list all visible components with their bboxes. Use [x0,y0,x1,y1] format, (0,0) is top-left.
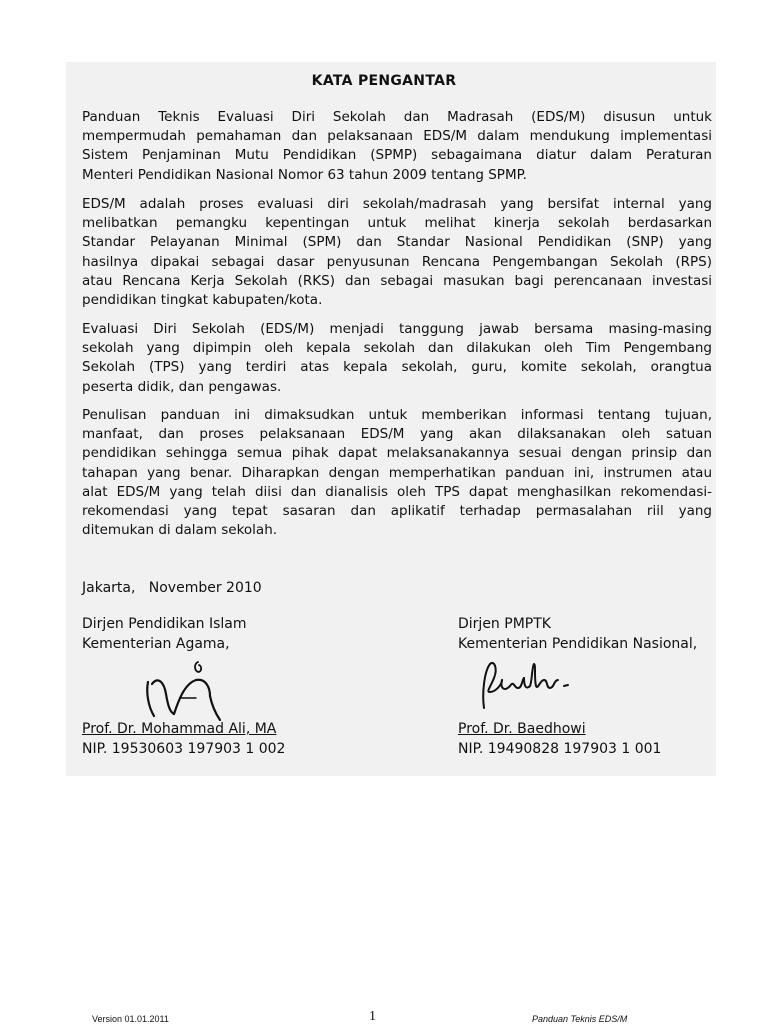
paragraph-line: Standar Pelayanan Minimal (SPM) dan Standar Nasional Pendidikan (SNP) yang [82,234,712,251]
footer-page-number: 1 [369,1009,376,1024]
signature-stroke [174,680,210,714]
signature-stroke [483,663,502,708]
paragraph-4 [82,406,712,540]
signature-stroke [501,678,524,689]
paragraph-line: ditemukan di dalam sekolah. [82,522,278,539]
signature-right-image [476,658,576,718]
signature-stroke [524,664,558,688]
signatory-right-title [458,615,697,654]
signatory-left-title [82,615,247,654]
signatory-position: Dirjen PMPTK [458,616,551,632]
signature-stroke [147,682,154,716]
signatory-ministry: Kementerian Agama, [82,635,230,652]
signature-stroke [195,662,201,672]
signatory-nip: NIP. 19530603 197903 1 002 [82,740,286,757]
paragraph-line: EDS/M adalah proses evaluasi diri sekolah/madrasah yang bersifat internal yang [82,196,712,212]
signature-stroke [564,685,568,686]
signatory-name: Prof. Dr. Mohammad Ali, MA [82,721,277,737]
paragraph-line: melibatkan pemangku kepentingan untuk melihat kinerja sekolah berdasarkan [82,215,712,232]
paragraph-line: manfaat, dan proses pelaksanaan EDS/M yang akan dilaksanakan oleh satuan [82,426,712,443]
signature-stroke [152,680,174,714]
paragraph-line: Penulisan panduan ini dimaksudkan untuk memberikan informasi tentang tujuan, [82,407,712,423]
footer-version: Version 01.01.2011 [92,1014,169,1024]
paragraph-line: Menteri Pendidikan Nasional Nomor 63 tahun 2009 tentang SPMP. [82,166,527,183]
paragraph-line: pendidikan sehingga semua pihak dapat melaksanakannya sesuai dengan prinsip dan [82,445,712,462]
paragraph-1 [82,108,712,185]
signatory-left-name-block [82,720,285,759]
paragraph-2 [82,195,712,310]
paragraph-line: hasilnya dipakai sebagai dasar penyusunan Rencana Pengembangan Sekolah (RPS) [82,253,712,270]
paragraph-line: Evaluasi Diri Sekolah (EDS/M) menjadi tanggung jawab bersama masing-masing [82,321,712,337]
paragraph-3 [82,320,712,397]
footer-document-title: Panduan Teknis EDS/M [532,1014,628,1024]
paragraph-line: peserta didik, dan pengawas. [82,378,282,395]
signatory-nip: NIP. 19490828 197903 1 001 [458,740,662,757]
signatory-right-name-block [458,720,661,759]
paragraph-line: pendidikan tingkat kabupaten/kota. [82,292,323,309]
signatory-position: Dirjen Pendidikan Islam [82,616,247,632]
paragraph-line: Sistem Penjaminan Mutu Pendidikan (SPMP) sebagaimana diatur dalam Peraturan [82,147,712,164]
paragraph-line: alat EDS/M yang telah diisi dan dianalisis oleh TPS dapat menghasilkan rekomendasi- [82,483,712,500]
paragraph-line: Sekolah (TPS) yang terdiri atas kepala sekolah, guru, komite sekolah, orangtua [82,359,712,376]
signatory-ministry: Kementerian Pendidikan Nasional, [458,635,698,652]
signature-left-image [140,654,240,726]
paragraph-line: sekolah yang dipimpin oleh kepala sekolah dan dilakukan oleh Tim Pengembang [82,340,712,357]
paragraph-line: Panduan Teknis Evaluasi Diri Sekolah dan Madrasah (EDS/M) disusun untuk [82,109,712,125]
paragraph-line: atau Rencana Kerja Sekolah (RKS) dan sebagai masukan bagi perencanaan investasi [82,272,712,289]
paragraph-line: tahapan yang benar. Diharapkan dengan memperhatikan panduan ini, instrumen atau [82,464,712,481]
signature-stroke [210,696,220,720]
signatory-name: Prof. Dr. Baedhowi [458,721,586,737]
date-line: Jakarta, November 2010 [82,580,262,596]
page-title: KATA PENGANTAR [311,73,457,89]
paragraph-line: rekomendasi yang tepat sasaran dan aplikatif terhadap permasalahan riil yang [82,503,712,520]
paragraph-line: mempermudah pemahaman dan pelaksanaan EDS/M dalam mendukung implementasi [82,128,712,145]
